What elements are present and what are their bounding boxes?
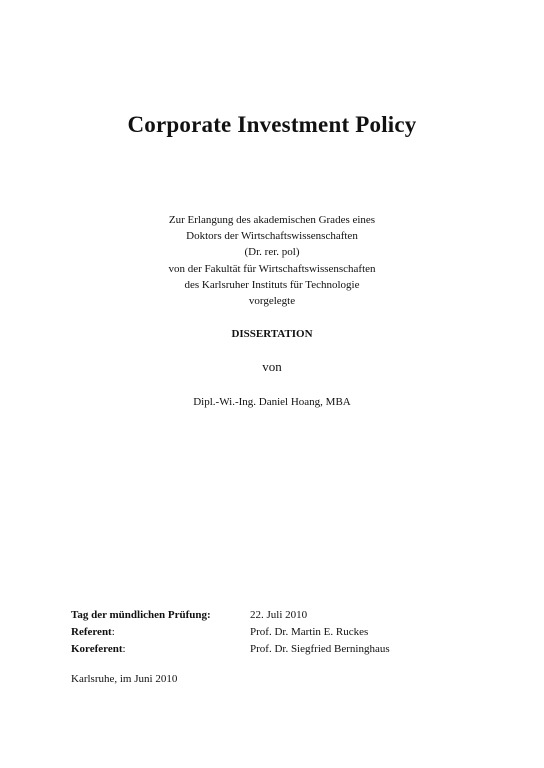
- exam-date-label: Tag der mündlichen Prüfung:: [71, 609, 211, 621]
- exam-date-value: 22. Juli 2010: [250, 609, 308, 621]
- referent-value: Prof. Dr. Martin E. Ruckes: [250, 626, 369, 638]
- degree-statement-line: (Dr. rer. pol): [244, 246, 300, 259]
- document-title: Corporate Investment Policy: [127, 112, 417, 137]
- document-type-heading: DISSERTATION: [231, 328, 313, 340]
- degree-statement-line: Zur Erlangung des akademischen Grades eines: [168, 214, 376, 226]
- degree-statement-line: von der Fakultät für Wirtschaftswissenschaften: [168, 262, 376, 275]
- degree-statement-line: des Karlsruher Instituts für Technologie: [184, 278, 360, 291]
- exam-date-row: [71, 607, 390, 624]
- by-word: von: [262, 359, 282, 374]
- koreferent-label: Koreferent:: [71, 643, 126, 655]
- referent-row: [71, 624, 390, 641]
- degree-statement-line: vorgelegte: [248, 295, 296, 308]
- author-name: Dipl.-Wi.-Ing. Daniel Hoang, MBA: [193, 396, 351, 408]
- koreferent-row: [71, 641, 390, 658]
- degree-statement-line: Doktors der Wirtschaftswissenschaften: [186, 230, 358, 243]
- place-and-date: Karlsruhe, im Juni 2010: [71, 673, 178, 685]
- degree-statement: [0, 212, 544, 309]
- koreferent-value: Prof. Dr. Siegfried Berninghaus: [250, 643, 390, 655]
- referent-label: Referent:: [71, 626, 115, 638]
- examination-details: [71, 607, 390, 658]
